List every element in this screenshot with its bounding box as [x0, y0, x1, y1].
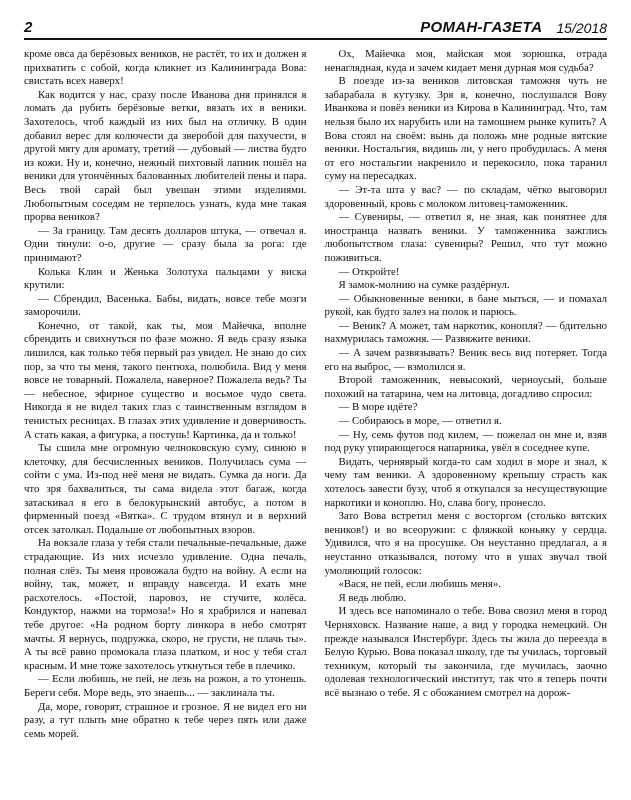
paragraph: Я замок-молнию на сумке раздёрнул.	[338, 279, 510, 292]
paragraph: — Эт-та шта у вас? — по складам, чётко выговорил здоровенный, кровь с молоком литовец-таможенник.	[324, 183, 607, 210]
paragraph: — Сувениры, — ответил я, не зная, как понятнее для иностранца назвать веники. У таможенника зажглись любопытством глаза: сувениры? Решил, что тут можно поживиться.	[324, 211, 607, 264]
paragraph: Второй таможенник, невысокий, черноусый, больше похожий на татарина, чем на литовца, догадливо спросил:	[324, 374, 607, 400]
paragraph: Я ведь люблю.	[338, 591, 407, 604]
page-header	[24, 14, 607, 40]
paragraph: Ты сшила мне огромную челноковскую суму, синюю в клеточку, для бесчисленных веников. Получилась сума — сойти с ума. Из-под неё меня не видать. Сумка да ноги. Да что зря бахвалиться, ты сама видела этот багаж, когда затаскивал я его в белокурынский автобус, а потом в фирменный поезд «Вятка». С трудом втянул и в верхний отсек затолкал. Подальше от любопытных взоров.	[24, 442, 307, 536]
paragraph: — Обыкновенные веники, в бане мыться, — и помахал рукой, как будто залез на полок и парюсь.	[324, 292, 607, 319]
paragraph: — А зачем развязывать? Веник весь вид потеряет. Тогда его на выброс, — взмолился я.	[324, 347, 607, 373]
text-columns	[24, 48, 607, 741]
paragraph: Конечно, от такой, как ты, моя Майечка, вполне сбрендить и свихнуться по фазе можно. Я ведь сразу языка лишился, как только тебя первый раз увидел. Не знаю до сих пор, за что ты меня, такого пентюха, полюбила. Вид у меня вовсе не товарный. Пожалела, наверное? Пожалела ведь? Ты — небесное, эфирное существо и восьмое чудо света. Никогда я не видел таких глаз с таинственным взглядом в тенистых ресницах. В глазах этих удивление и доверчивость. А стать какая, а фигурка, а поступь! Картинка, да и только!	[24, 319, 307, 441]
paragraph: — Собираюсь в море, — ответил я.	[338, 415, 502, 428]
magazine-title: РОМАН-ГАЗЕТА	[420, 19, 543, 36]
paragraph: — Ну, семь футов под килем, — пожелал он мне и, взяв под руку упирающегося напарника, увёл в соседнее купе.	[324, 428, 607, 455]
paragraph: Как водится у нас, сразу после Иванова дня принялся я ломать да рубить берёзовые ветки, вязать их в веники. Захотелось, чтоб каждый из них был на отличку. В один добавил верес для колючести да зверобой для пахучести, в другой мяту для аромату, третий — дубовый — листва будто из кожи. Ну и, конечно, нежный пихтовый лапник пошёл на веники для утончённых балованных любителей пены и пара. Весь твой сарай был увешан этими изделиями. Любопытным соседям не терпелось узнать, куда мне такая прорва веников?	[24, 88, 307, 224]
issue-number: 15/2018	[556, 20, 607, 36]
right-column	[325, 48, 608, 741]
paragraph: Ох, Майечка моя, майская моя зорюшка, отрада ненаглядная, куда и зачем кидает меня дурная моя судьба?	[324, 48, 607, 74]
paragraph: И здесь все напоминало о тебе. Вова свозил меня в город Черняховск. Название наше, а вид у городка немецкий. Он прежде назывался Инстербург. Здесь ты жила до переезда в Белую Курью. Вова показал школу, где ты училась, торговый техникум, который ты закончила, где мучилась, заочно одолевая технологический институт, так что я теперь почти всё вызнаю о тебе. Я с обожанием смотрел на дорож-	[324, 605, 607, 699]
paragraph: Зато Вова встретил меня с восторгом (столько вятских веников!) и во всеоружии: с фляжкой коньяку у сердца. Удивился, что я на просушке. Он неустанно предлагал, а я неустанно отказывался, потому что в ушах звучал твой умоляющий голосок:	[324, 510, 607, 577]
paragraph: «Вася, не пей, если любишь меня».	[338, 578, 501, 591]
paragraph: Видать, черняврый когда-то сам ходил в море и знал, к чему там веники. А здоровенному крепышу страсть как хотелось завести бузу, чтоб я откупался за несуществующие наркотики и коноплю. Но, слава богу, пронесло.	[324, 455, 607, 509]
paragraph: Колька Клин и Женька Золотуха пальцами у виска крутили:	[24, 265, 307, 292]
paragraph: кроме овса да берёзовых веников, не растёт, то их и должен я прихватить с собой, когда кликнет из Калининграда Вова: свистать всех наверх!	[24, 48, 307, 88]
paragraph: В поезде из-за веников литовская таможня чуть не забарабала в кутузку. Зря я, конечно, послушался Вову Иванкова и повёз веники из Кирова в Калининград. Что, там нельзя было их нарубить или на тамошнем рынке купить? А Вова стоял на своём: вынь да положь мне родные вятские веники. Ностальгия, видишь ли, у него пробудилась. А меня от его ностальгии накренило и перекосило, пока таранил суму на пересадках.	[324, 75, 607, 183]
header-right	[420, 19, 607, 36]
paragraph: — Если любишь, не пей, не лезь на рожон, а то утонешь. Береги себя. Море ведь, это знаешь... — заклинала ты.	[24, 673, 307, 699]
paragraph: — Откройте!	[338, 265, 400, 278]
paragraph: — В море идёте?	[338, 401, 418, 414]
paragraph: На вокзале глаза у тебя стали печальные-печальные, даже страдающие. Из них исчезло удивление. Одна печаль, полная слёз. Ты меня провожала будто на войну. А если на войну, так, может, и вправду навсегда. И ехать мне расхотелось. «Постой, паровоз, не стучите, колёса. Кондуктор, нажми на тормоза!» Но я храбрился и напевал тебе другое: «На родном борту линкора в небо смотрят мачты. Я вернусь, подружка, скоро, не грусти, не плачь ты». А ты всё равно промокала глаза платком, и нос у тебя стал красным. И мне тоже захотелось уткнуться тебе в плечико.	[24, 537, 307, 672]
page-number: 2	[24, 19, 33, 36]
paragraph: — За границу. Там десять долларов штука, — отвечал я. Одни тянули: о-о, другие — сразу была за рога: где принимают?	[24, 224, 307, 264]
left-column	[24, 48, 307, 741]
paragraph: — Сбрендил, Васенька. Бабы, видать, вовсе тебе мозги заморочили.	[24, 292, 307, 319]
paragraph: Да, море, говорят, страшное и грозное. Я не видел его ни разу, а тут плыть мне обратно к тебе через пять или даже семь морей.	[24, 700, 307, 740]
paragraph: — Веник? А может, там наркотик, конопля? — бдительно нахмурилась таможня. — Развяжите веники.	[324, 319, 607, 346]
